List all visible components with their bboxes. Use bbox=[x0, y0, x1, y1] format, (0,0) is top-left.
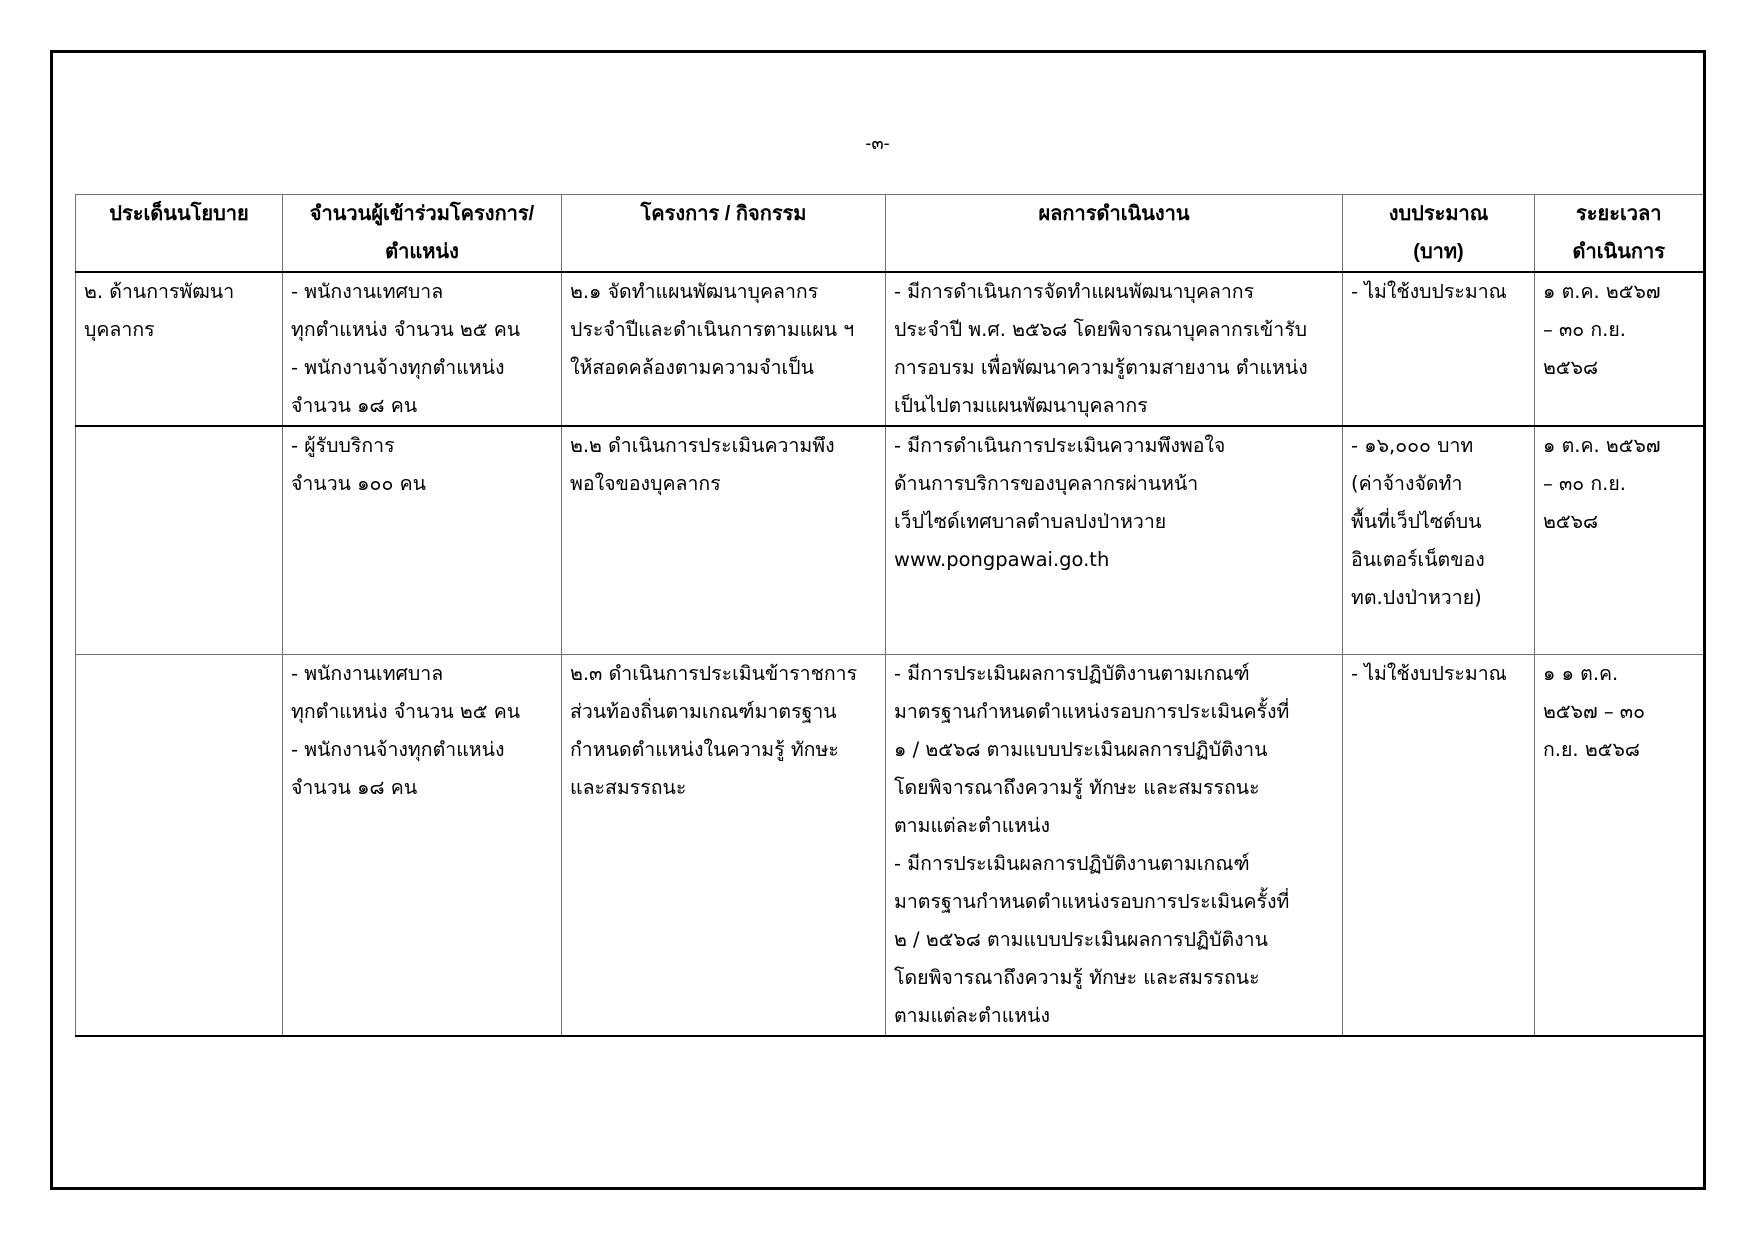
cell-line: เป็นไปตามแผนพัฒนาบุคลากร bbox=[894, 394, 1148, 417]
table-row bbox=[76, 426, 1704, 654]
cell-line: ๑ / ๒๕๖๘ ตามแบบประเมินผลการปฏิบัติงาน bbox=[894, 737, 1268, 761]
cell-line: ตามแต่ละตำแหน่ง bbox=[894, 813, 1051, 837]
cell-line: การอบรม เพื่อพัฒนาความรู้ตามสายงาน ตำแหน่ง bbox=[894, 356, 1308, 379]
header-line: งบประมาณ bbox=[1388, 203, 1489, 225]
cell-line: ๑ ต.ค. ๒๕๖๗ bbox=[1543, 434, 1661, 457]
cell-line: จำนวน ๑๘ คน bbox=[291, 394, 418, 417]
cell-line: กำหนดตำแหน่งในความรู้ ทักษะ bbox=[570, 737, 839, 761]
cell-line: อินเตอร์เน็ตของ bbox=[1351, 548, 1485, 571]
cell-project bbox=[562, 654, 886, 1036]
cell-budget bbox=[1343, 272, 1535, 426]
cell-line: (ค่าจ้างจัดทำ bbox=[1351, 472, 1463, 495]
header-line: โครงการ / กิจกรรม bbox=[640, 203, 807, 225]
cell-line: ๒๕๖๗ – ๓๐ bbox=[1543, 699, 1646, 723]
cell-line: ๑ ต.ค. ๒๕๖๗ bbox=[1543, 280, 1661, 303]
header-line: ดำเนินการ bbox=[1572, 241, 1665, 263]
cell-period bbox=[1535, 426, 1704, 654]
cell-line: ส่วนท้องถิ่นตามเกณฑ์มาตรฐาน bbox=[570, 699, 837, 723]
cell-line: - ไม่ใช้งบประมาณ bbox=[1351, 280, 1507, 303]
cell-policy bbox=[76, 654, 283, 1036]
cell-line: - พนักงานจ้างทุกตำแหน่ง bbox=[291, 737, 505, 761]
cell-line: - พนักงานจ้างทุกตำแหน่ง bbox=[291, 356, 505, 379]
header-period bbox=[1535, 195, 1704, 273]
cell-line: - มีการประเมินผลการปฏิบัติงานตามเกณฑ์ bbox=[894, 851, 1250, 875]
cell-line: ทุกตำแหน่ง จำนวน ๒๕ คน bbox=[291, 318, 521, 341]
cell-line: - ผู้รับบริการ bbox=[291, 434, 395, 457]
website-url-link[interactable]: www.pongpawai.go.th bbox=[894, 548, 1110, 571]
cell-period bbox=[1535, 272, 1704, 426]
table-row bbox=[76, 272, 1704, 426]
cell-line: มาตรฐานกำหนดตำแหน่งรอบการประเมินครั้งที่ bbox=[894, 699, 1290, 723]
cell-line: - ๑๖,๐๐๐ บาท bbox=[1351, 434, 1474, 457]
cell-result bbox=[886, 654, 1343, 1036]
cell-line: - พนักงานเทศบาล bbox=[291, 280, 444, 303]
cell-line: ตามแต่ละตำแหน่ง bbox=[894, 1003, 1051, 1027]
cell-line: จำนวน ๑๐๐ คน bbox=[291, 472, 426, 495]
cell-line: พอใจของบุคลากร bbox=[570, 472, 721, 495]
page-number: -๓- bbox=[865, 133, 890, 153]
cell-line: ทต.ปงป่าหวาย) bbox=[1351, 586, 1482, 609]
cell-line: ด้านการบริการของบุคลากรผ่านหน้า bbox=[894, 472, 1199, 495]
table-header-row bbox=[76, 195, 1704, 273]
cell-period bbox=[1535, 654, 1704, 1036]
header-budget bbox=[1343, 195, 1535, 273]
cell-line: - มีการประเมินผลการปฏิบัติงานตามเกณฑ์ bbox=[894, 661, 1250, 685]
cell-line: - มีการดำเนินการจัดทำแผนพัฒนาบุคลากร bbox=[894, 280, 1255, 303]
cell-line: – ๓๐ ก.ย. bbox=[1543, 472, 1627, 495]
cell-line: ๒๕๖๘ bbox=[1543, 356, 1599, 379]
cell-line: ก.ย. ๒๕๖๘ bbox=[1543, 737, 1640, 761]
header-policy-issue bbox=[76, 195, 283, 273]
cell-line: - พนักงานเทศบาล bbox=[291, 661, 444, 685]
cell-participants bbox=[283, 426, 562, 654]
cell-line: มาตรฐานกำหนดตำแหน่งรอบการประเมินครั้งที่ bbox=[894, 889, 1290, 913]
cell-line: ๒๕๖๘ bbox=[1543, 510, 1599, 533]
table-row bbox=[76, 654, 1704, 1036]
header-line: ตำแหน่ง bbox=[385, 241, 459, 263]
cell-line: ประจำปีและดำเนินการตามแผน ฯ bbox=[570, 318, 855, 341]
cell-policy bbox=[76, 426, 283, 654]
cell-line: และสมรรถนะ bbox=[570, 775, 687, 799]
cell-line: - มีการดำเนินการประเมินความพึงพอใจ bbox=[894, 434, 1226, 457]
policy-plan-table bbox=[75, 194, 1705, 1037]
cell-line: บุคลากร bbox=[84, 318, 155, 341]
header-line: (บาท) bbox=[1413, 241, 1464, 263]
cell-line: - ไม่ใช้งบประมาณ bbox=[1351, 661, 1507, 685]
cell-participants bbox=[283, 654, 562, 1036]
cell-line: – ๓๐ ก.ย. bbox=[1543, 318, 1627, 341]
cell-line: โดยพิจารณาถึงความรู้ ทักษะ และสมรรถนะ bbox=[894, 775, 1260, 799]
header-line: ผลการดำเนินงาน bbox=[1038, 203, 1190, 225]
cell-line: ๑ ๑ ต.ค. bbox=[1543, 661, 1619, 685]
cell-policy bbox=[76, 272, 283, 426]
cell-line: ๒ / ๒๕๖๘ ตามแบบประเมินผลการปฏิบัติงาน bbox=[894, 927, 1268, 951]
header-line: จำนวนผู้เข้าร่วมโครงการ/ bbox=[309, 203, 535, 225]
cell-line: จำนวน ๑๘ คน bbox=[291, 775, 418, 799]
cell-line: ๒.๓ ดำเนินการประเมินข้าราชการ bbox=[570, 661, 858, 685]
cell-project bbox=[562, 272, 886, 426]
cell-budget bbox=[1343, 654, 1535, 1036]
cell-line: ๒.๒ ดำเนินการประเมินความพึง bbox=[570, 434, 835, 457]
cell-line: เว็ปไซด์เทศบาลตำบลปงป่าหวาย bbox=[894, 510, 1167, 533]
cell-project bbox=[562, 426, 886, 654]
cell-budget bbox=[1343, 426, 1535, 654]
cell-line: ๒. ด้านการพัฒนา bbox=[84, 280, 235, 303]
header-results bbox=[886, 195, 1343, 273]
cell-result bbox=[886, 426, 1343, 654]
header-project-activity bbox=[562, 195, 886, 273]
cell-participants bbox=[283, 272, 562, 426]
cell-line: ๒.๑ จัดทำแผนพัฒนาบุคลากร bbox=[570, 280, 819, 303]
header-line: ประเด็นนโยบาย bbox=[109, 203, 249, 225]
cell-line: ให้สอดคล้องตามความจำเป็น bbox=[570, 356, 814, 379]
cell-result bbox=[886, 272, 1343, 426]
cell-line: พื้นที่เว็ปไซต์บน bbox=[1351, 510, 1482, 533]
header-line: ระยะเวลา bbox=[1576, 203, 1662, 225]
header-participants bbox=[283, 195, 562, 273]
cell-line: โดยพิจารณาถึงความรู้ ทักษะ และสมรรถนะ bbox=[894, 965, 1260, 989]
cell-line: ทุกตำแหน่ง จำนวน ๒๕ คน bbox=[291, 699, 521, 723]
cell-line: ประจำปี พ.ศ. ๒๕๖๘ โดยพิจารณาบุคลากรเข้ารับ bbox=[894, 318, 1308, 341]
